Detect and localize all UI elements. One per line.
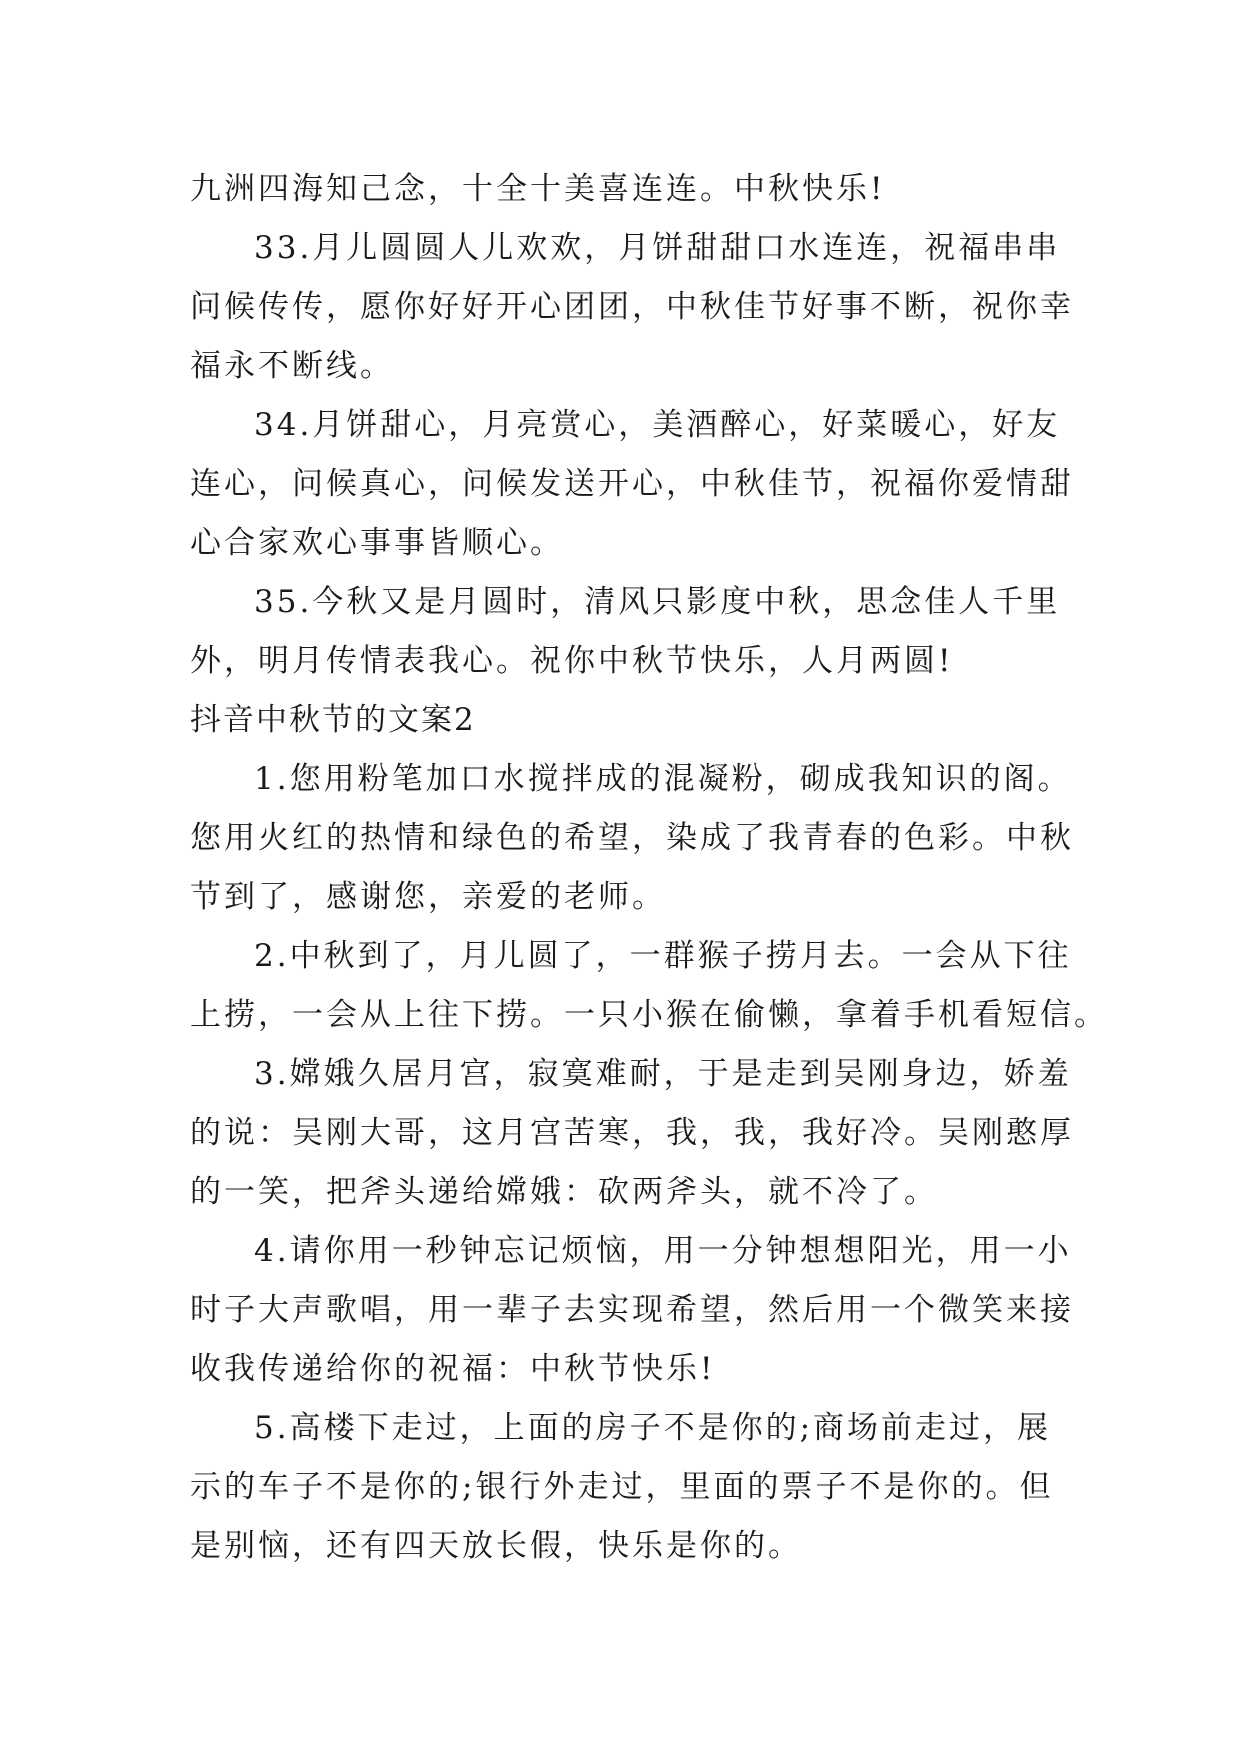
text-line: 您用火红的热情和绿色的希望，染成了我青春的色彩。中秋 [190,820,1074,856]
text-line: 4.请你用一秒钟忘记烦恼，用一分钟想想阳光，用一小 [254,1233,1072,1269]
text-line: 是别恼，还有四天放长假，快乐是你的。 [190,1528,802,1564]
text-line: 问候传传，愿你好好开心团团，中秋佳节好事不断，祝你幸 [190,289,1074,325]
section-heading: 抖音中秋节的文案2 [190,702,476,738]
text-line: 35.今秋又是月圆时，清风只影度中秋，思念佳人千里 [254,584,1061,620]
text-line: 连心，问候真心，问候发送开心，中秋佳节，祝福你爱情甜 [190,466,1074,502]
text-line: 收我传递给你的祝福：中秋节快乐! [190,1351,716,1387]
text-line: 5.高楼下走过，上面的房子不是你的;商场前走过，展 [254,1410,1052,1446]
text-line: 外，明月传情表我心。祝你中秋节快乐，人月两圆! [190,643,954,679]
text-line: 九洲四海知己念，十全十美喜连连。中秋快乐! [190,171,886,207]
text-line: 上捞，一会从上往下捞。一只小猴在偷懒，拿着手机看短信。 [190,997,1108,1033]
text-line: 34.月饼甜心，月亮赏心，美酒醉心，好菜暖心，好友 [254,407,1061,443]
text-line: 节到了，感谢您，亲爱的老师。 [190,879,666,915]
text-line: 心合家欢心事事皆顺心。 [190,525,564,561]
text-line: 3.嫦娥久居月宫，寂寞难耐，于是走到吴刚身边，娇羞 [254,1056,1072,1092]
text-line: 1.您用粉笔加口水搅拌成的混凝粉，砌成我知识的阁。 [254,761,1072,797]
text-line: 2.中秋到了，月儿圆了，一群猴子捞月去。一会从下往 [254,938,1072,974]
text-line: 福永不断线。 [190,348,394,384]
text-line: 的说：吴刚大哥，这月宫苦寒，我，我，我好冷。吴刚憨厚 [190,1115,1074,1151]
text-line: 时子大声歌唱，用一辈子去实现希望，然后用一个微笑来接 [190,1292,1074,1328]
document-body [190,160,1108,1576]
text-line: 示的车子不是你的;银行外走过，里面的票子不是你的。但 [190,1469,1054,1505]
text-line: 33.月儿圆圆人儿欢欢，月饼甜甜口水连连，祝福串串 [254,230,1061,266]
text-line: 的一笑，把斧头递给嫦娥：砍两斧头，就不冷了。 [190,1174,938,1210]
